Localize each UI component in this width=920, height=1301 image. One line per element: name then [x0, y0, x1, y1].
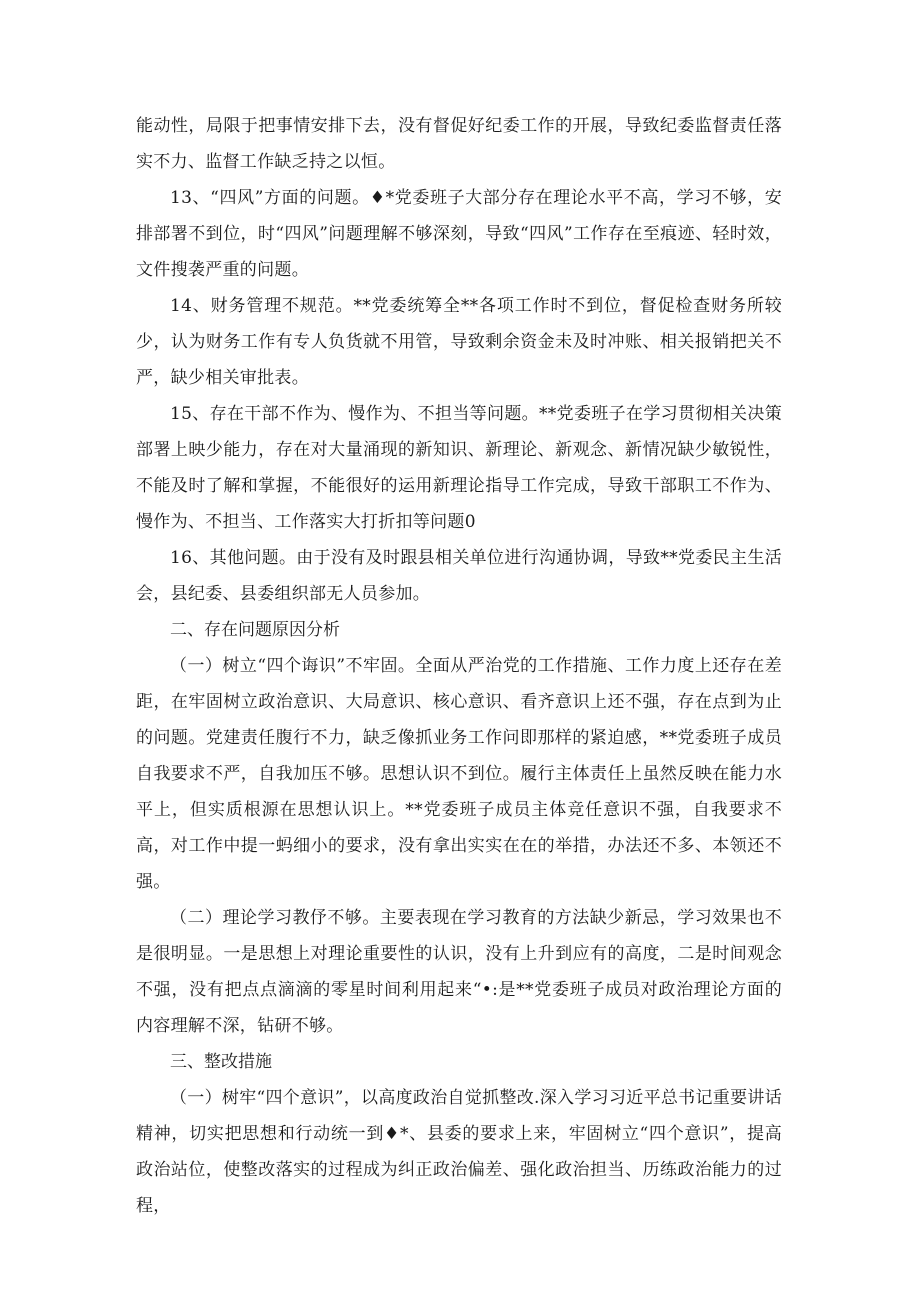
paragraph-cause-2: （二）理论学习教伃不够。主要表现在学习教育的方法缺少新忌，学习效果也不是很明显。一是思想上对理论重要性的认识，没有上升到应有的高度，二是时间观念不强，没有把点点滴滴的零星时间利用起来“•:是**党委班子成员对政治理论方面的内容理解不深，钻研不够。	[136, 908, 782, 1036]
section-heading-rectification: 三、整改措施	[170, 1052, 272, 1072]
paragraph-item-14: 14、财务管理不规范。**党委统筹全**各项工作时不到位，督促检查财务所较少，认为财务工作有专人负货就不用管，导致剩余资金未及时冲账、相关报销把关不严，缺少相关审批表。	[136, 296, 782, 388]
document-body	[136, 108, 782, 1224]
paragraph-continuation: 能动性，局限于把事情安排下去，没有督促好纪委工作的开展，导致纪委监督责任落实不力、监督工作缺乏持之以恒。	[136, 116, 782, 172]
paragraph-item-13: 13、“四风”方面的问题。♦*党委班子大部分存在理论水平不高，学习不够，安排部署不到位，时“四风”问题理解不够深刻，导致“四风”工作存在至痕迹、轻时效，文件搜袭严重的问题。	[136, 188, 782, 280]
paragraph-item-16: 16、其他问题。由于没有及时跟县相关单位进行沟通协调，导致**党委民主生活会，县纪委、县委组织部无人员参加。	[136, 548, 782, 604]
paragraph-rectification-1: （一）树牢“四个意识”，以高度政治自觉抓整改.深入学习习近平总书记重要讲话精神，切实把思想和行动统一到♦*、县委的要求上来，牢固树立“四个意识”，提高政治站位，使整改落实的过程成为纠正政治偏差、强化政治担当、历练政治能力的过程，	[136, 1088, 782, 1216]
paragraph-cause-1: （一）树立“四个诲识”不牢固。全面从严治党的工作措施、工作力度上还存在差距，在牢固树立政治意识、大局意识、核心意识、看齐意识上还不强，存在点到为止的问题。党建责任腹行不力，缺乏像抓业务工作问即那样的紧迫感，**党委班子成员自我要求不严，自我加压不够。思想认识不到位。履行主体责任上虽然反映在能力水平上，但实质根源在思想认识上。**党委班子成员主体竞任意识不强，自我要求不高，对工作中提一蚂细小的要求，没有拿出实实在在的举措，办法还不多、本领还不强。	[136, 656, 782, 892]
paragraph-item-15: 15、存在干部不作为、慢作为、不担当等问题。**党委班子在学习贯彻相关决策部署上映少能力，存在对大量涌现的新知识、新理论、新观念、新情况缺少敏锐性，不能及时了解和掌握，不能很好的运用新理论指导工作完成，导致干部职工不作为、慢作为、不担当、工作落实大打折扣等问题0	[136, 404, 782, 532]
section-heading-cause-analysis: 二、存在问题原因分析	[170, 620, 340, 640]
